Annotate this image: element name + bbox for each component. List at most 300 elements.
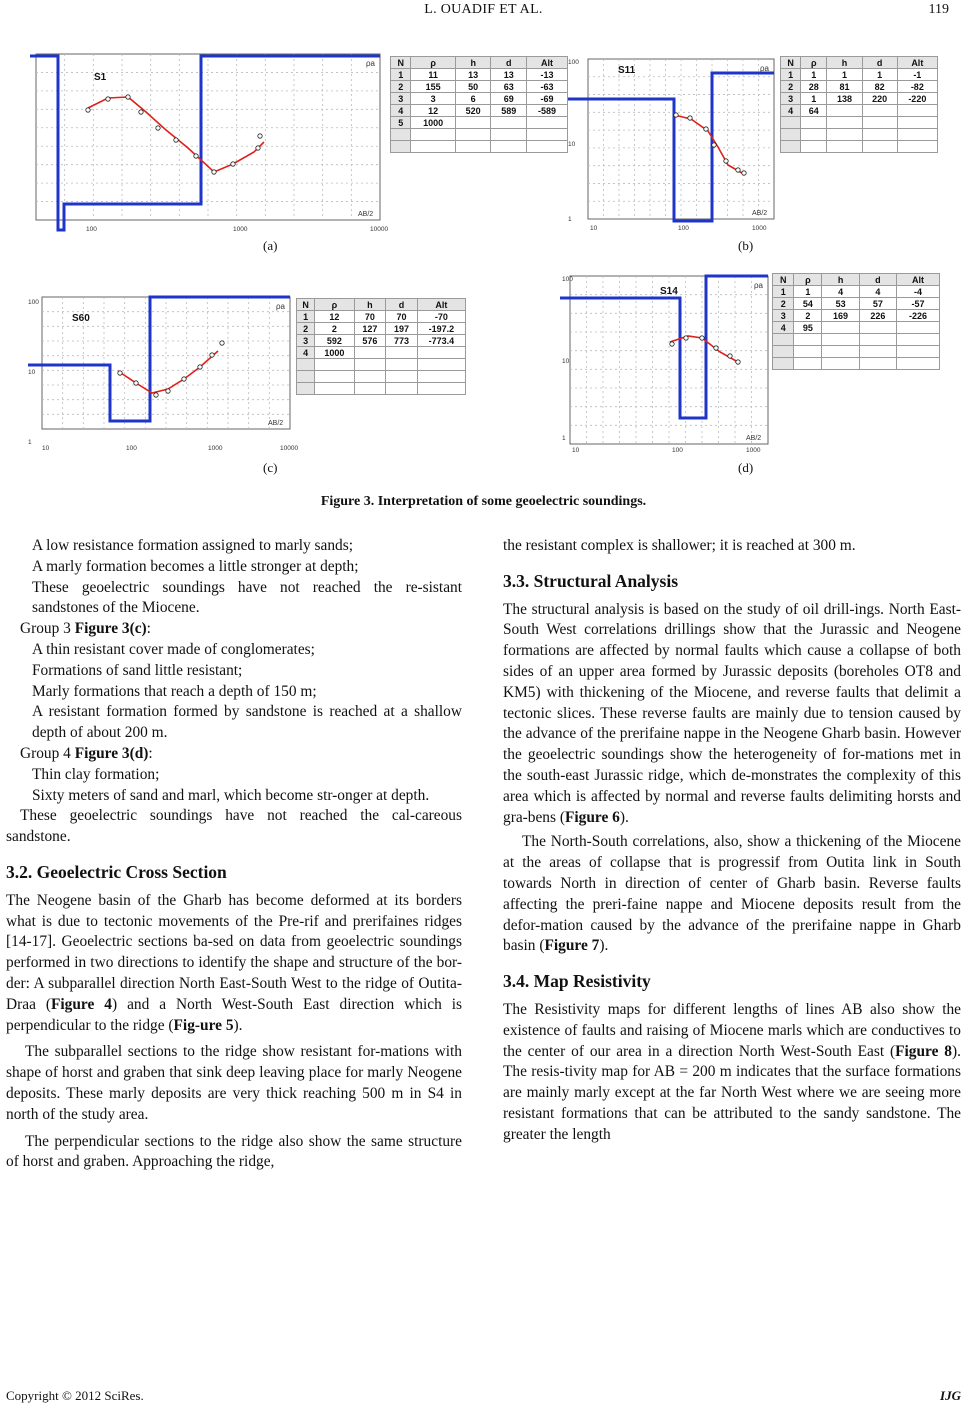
table-cell (455, 141, 491, 153)
table-cell (897, 358, 940, 370)
table-cell (827, 141, 862, 153)
sounding-name: S14 (660, 286, 678, 297)
table-cell: 53 (822, 298, 859, 310)
ab-label: AB/2 (268, 420, 284, 427)
tick-label: 1 (562, 435, 566, 442)
table-cell (781, 117, 801, 129)
sounding-name: S11 (618, 65, 636, 76)
table-cell: 12 (315, 311, 354, 323)
sounding-plot-a (28, 52, 388, 234)
table-row (781, 129, 938, 141)
data-point (704, 127, 708, 131)
table-cell (315, 359, 354, 371)
section-heading-3-3: 3.3. Structural Analysis (503, 570, 679, 591)
table-cell (859, 346, 896, 358)
tick-label: 100 (28, 299, 39, 306)
table-cell (827, 129, 862, 141)
data-point (688, 116, 692, 120)
tick-label: 1 (568, 216, 572, 223)
tick-label: 1000 (752, 225, 767, 232)
table-cell: 4 (773, 322, 794, 334)
tick-label: 100 (126, 445, 137, 452)
figure-caption: Figure 3. Interpretation of some geoelectric soundings. (320, 494, 647, 509)
table-cell (315, 371, 354, 383)
panel-label-d: (d) (738, 460, 754, 475)
table-cell (417, 371, 465, 383)
figure-panel-a (28, 52, 388, 234)
list-item: These geoelectric soundings have not reached the re-sistant sandstones of the Miocene. (32, 578, 462, 617)
table-cell: 3 (297, 335, 315, 347)
data-point (156, 126, 160, 130)
data-point (212, 170, 216, 174)
paragraph: These geoelectric soundings have not reached the cal-careous sandstone. (6, 807, 462, 846)
data-point (712, 143, 716, 147)
tick-label: 100 (568, 59, 579, 66)
table-row (297, 311, 466, 323)
tick-label: 10 (568, 141, 576, 148)
data-point (742, 171, 746, 175)
paragraph: The Resistivity maps for different lengths of lines AB also show the existence of faults and raising of Miocene marls which are conductives to the center of our area in a direction North West-South East (Figure 8). The resis-tivity map for AB = 200 m indicates that the surface formations are mainly marly except at the far North West where we are seeing more resistant formations that can be attributed to the sandy sandstone. The greater the length (503, 1000, 961, 1143)
data-point (154, 393, 158, 397)
table-cell: 1 (862, 69, 897, 81)
list-item: A low resistance formation assigned to marly sands; (32, 537, 354, 554)
table-cell: -197.2 (417, 323, 465, 335)
ab-label: AB/2 (746, 435, 762, 442)
table-cell: 773 (386, 335, 418, 347)
group-label: Group 3 (20, 620, 75, 638)
table-cell: 4 (781, 105, 801, 117)
table-header: d (862, 57, 897, 69)
group-label: Group 4 (20, 744, 75, 762)
table-header: h (822, 274, 859, 286)
section-heading-3-4: 3.4. Map Resistivity (503, 971, 651, 992)
table-cell: 226 (859, 310, 896, 322)
figure-ref[interactable]: Figure 4 (51, 995, 112, 1013)
layer-table-b (780, 56, 938, 153)
table-cell (386, 371, 418, 383)
data-point (126, 95, 130, 99)
copyright: Copyright © 2012 SciRes. (6, 1388, 144, 1403)
table-cell: -589 (527, 105, 568, 117)
table-cell (297, 359, 315, 371)
table-cell (527, 117, 568, 129)
list-item: Marly formations that reach a depth of 150 m; (32, 682, 317, 700)
table-cell (354, 359, 386, 371)
paragraph: The subparallel sections to the ridge show resistant for-mations with shape of horst and graben that sink deep leaving place for marly Neogene deposits. These marly deposits are very thick reaching 500 m in S4 in north of the study area. (6, 1043, 462, 1123)
table-row (781, 117, 938, 129)
table-cell: 4 (822, 286, 859, 298)
table-header: h (354, 299, 386, 311)
table-cell: -220 (897, 93, 937, 105)
rho-label: ρa (754, 281, 763, 290)
table-row (391, 81, 568, 93)
table-cell (822, 322, 859, 334)
table-cell (897, 117, 937, 129)
table-cell: 197 (386, 323, 418, 335)
page-number: 119 (928, 2, 949, 17)
paragraph: The perpendicular sections to the ridge also show the same structure of horst and graben. Approaching the ridge, (6, 1132, 462, 1171)
table-cell: 127 (354, 323, 386, 335)
ab-label: AB/2 (752, 210, 768, 217)
table-header: Alt (897, 57, 937, 69)
data-point (231, 162, 235, 166)
table-cell (527, 129, 568, 141)
layer-table-d (772, 273, 940, 370)
data-point (736, 360, 740, 364)
layer-table-c (296, 298, 466, 395)
tick-label: 100 (672, 447, 683, 454)
table-cell: 1 (794, 286, 822, 298)
table-cell (455, 117, 491, 129)
table-cell (391, 141, 411, 153)
table-cell: 1 (297, 311, 315, 323)
sounding-name: S1 (94, 72, 107, 83)
table-cell: 592 (315, 335, 354, 347)
data-point (256, 146, 260, 150)
table-header: Alt (527, 57, 568, 69)
table-row (773, 286, 940, 298)
table-cell: 4 (391, 105, 411, 117)
ab-label: AB/2 (358, 211, 374, 218)
list-item: A marly formation becomes a little stronger at depth; (32, 557, 359, 575)
colon: : (148, 744, 153, 762)
table-cell: 1 (781, 69, 801, 81)
table-row (391, 69, 568, 81)
table-cell (822, 334, 859, 346)
table-cell: -63 (527, 81, 568, 93)
figure-ref[interactable]: Figure 3(d) (74, 744, 149, 762)
tick-label: 10 (572, 447, 580, 454)
running-title: L. OUADIF ET AL. (424, 2, 543, 17)
data-point (174, 138, 178, 142)
table-cell: 4 (297, 347, 315, 359)
table-header: N (391, 57, 411, 69)
table-cell (386, 359, 418, 371)
paragraph: The North-South correlations, also, show a thickening of the Miocene at the areas of collapse that is progressif from Outita link in South towards North in direction of center of Gharb basin. Reverse faults affecting the preri-faine nappe and Miocene deposits result from the defor-mation caused by the advance of the prerifaine nappe in Gharb basin (Figure 7). (503, 833, 961, 955)
table-cell: 2 (297, 323, 315, 335)
table-cell (354, 347, 386, 359)
data-point (134, 381, 138, 385)
table-row (781, 69, 938, 81)
table-cell (801, 129, 827, 141)
list-item: Sixty meters of sand and marl, which become str-onger at depth. (32, 786, 430, 804)
table-cell: 82 (862, 81, 897, 93)
figure-ref[interactable]: Figure 8 (895, 1042, 953, 1060)
table-row (773, 358, 940, 370)
table-cell: 3 (773, 310, 794, 322)
table-cell: 50 (455, 81, 491, 93)
table-cell: -4 (897, 286, 940, 298)
table-row (297, 323, 466, 335)
table-cell: 54 (794, 298, 822, 310)
table-cell (897, 105, 937, 117)
tick-label: 10 (562, 358, 570, 365)
table-row (297, 347, 466, 359)
table-cell (527, 141, 568, 153)
data-point (724, 159, 728, 163)
table-cell: 6 (455, 93, 491, 105)
table-cell: 1 (391, 69, 411, 81)
data-point (728, 354, 732, 358)
paragraph: The structural analysis is based on the study of oil drill-ings. North East-South West correlations drillings show that the Jurassic and Neogene formations are affected by normal faults which cause a collapse of both sides of an upper area formed by Jurassic deposits (boreholes OT8 and KM5) with thickening of the Miocene, and reverse faults that delimit a tectonic slices. These reverse faults are mainly due to tension caused by the advance of the prerifaine nappe in the Neogene Gharb basin. However the geoelectric soundings show the heterogeneity of for-mations met in the south-east Jurassic ridge, which de-monstrates the complexity of this area which is affected by normal and reverse faults delimiting horsts and gra-bens (Figure 6). (503, 600, 961, 826)
figure-panel-d (560, 272, 770, 455)
table-cell: 1 (801, 69, 827, 81)
table-cell: 13 (455, 69, 491, 81)
table-header: d (859, 274, 896, 286)
table-header: ρ (411, 57, 455, 69)
right-column (503, 536, 961, 1146)
tick-label: 1000 (746, 447, 761, 454)
table-cell: 2 (781, 81, 801, 93)
table-cell: 13 (491, 69, 527, 81)
table-header: ρ (801, 57, 827, 69)
figure-ref[interactable]: Fig-ure 5 (173, 1016, 234, 1034)
list-item: A resistant formation formed by sandstone is reached at a shallow depth of about 200 m. (32, 703, 462, 742)
table-row (297, 371, 466, 383)
list-item: Formations of sand little resistant; (32, 661, 243, 679)
tick-label: 100 (86, 226, 97, 233)
table-cell (822, 346, 859, 358)
list-item: Thin clay formation; (32, 765, 160, 783)
table-cell: 64 (801, 105, 827, 117)
sounding-plot-b (566, 55, 776, 233)
figure-ref[interactable]: Figure 3(c) (74, 620, 147, 638)
table-cell: 69 (491, 93, 527, 105)
sounding-plot-c (28, 295, 299, 453)
table-cell (354, 371, 386, 383)
table-cell: 4 (859, 286, 896, 298)
table-cell (801, 141, 827, 153)
table-row (391, 141, 568, 153)
table-row (391, 105, 568, 117)
table-row (781, 81, 938, 93)
table-cell (897, 322, 940, 334)
rho-label: ρa (366, 59, 375, 68)
figure-ref[interactable]: Figure 7 (544, 937, 600, 955)
left-column (6, 536, 462, 1173)
table-cell: 1 (773, 286, 794, 298)
table-cell: 57 (859, 298, 896, 310)
data-point (198, 365, 202, 369)
table-cell: 576 (354, 335, 386, 347)
table-row (781, 105, 938, 117)
table-cell (862, 117, 897, 129)
table-cell: -70 (417, 311, 465, 323)
data-point (684, 336, 688, 340)
table-cell: 81 (827, 81, 862, 93)
table-row (781, 141, 938, 153)
data-point (194, 154, 198, 158)
table-cell: 1000 (411, 117, 455, 129)
table-cell (417, 347, 465, 359)
table-cell (862, 129, 897, 141)
table-cell (491, 129, 527, 141)
table-cell (859, 334, 896, 346)
table-cell (491, 117, 527, 129)
table-cell (411, 141, 455, 153)
sounding-plot-d (560, 272, 770, 455)
table-cell: 11 (411, 69, 455, 81)
list-item: A thin resistant cover made of conglomerates; (32, 640, 315, 658)
tick-label: 100 (678, 225, 689, 232)
tick-label: 1 (28, 439, 32, 446)
table-cell: -57 (897, 298, 940, 310)
figure-panel-b (566, 55, 776, 233)
tick-label: 100 (562, 276, 573, 283)
data-point (714, 346, 718, 350)
table-header: N (773, 274, 794, 286)
table-cell (417, 383, 465, 395)
group-3-heading (6, 619, 462, 640)
table-header: d (491, 57, 527, 69)
data-point (182, 377, 186, 381)
figure-ref[interactable]: Figure 6 (564, 808, 620, 826)
table-header: d (386, 299, 418, 311)
table-cell: 220 (862, 93, 897, 105)
table-header: h (827, 57, 862, 69)
table-row (297, 335, 466, 347)
table-header: ρ (315, 299, 354, 311)
table-cell (794, 358, 822, 370)
table-header: N (781, 57, 801, 69)
paragraph: the resistant complex is shallower; it is reached at 300 m. (503, 537, 856, 554)
table-cell (391, 129, 411, 141)
table-cell (897, 129, 937, 141)
data-point (86, 108, 90, 112)
table-header: N (297, 299, 315, 311)
journal-abbrev: IJG (940, 1388, 961, 1403)
figure-panel-c (28, 295, 299, 453)
table-cell (794, 346, 822, 358)
data-point (258, 134, 262, 138)
table-row (297, 359, 466, 371)
table-cell (297, 371, 315, 383)
table-header: h (455, 57, 491, 69)
table-cell: -1 (897, 69, 937, 81)
table-cell (827, 105, 862, 117)
table-cell (773, 346, 794, 358)
data-point (210, 353, 214, 357)
tick-label: 10 (590, 225, 598, 232)
table-cell: 3 (781, 93, 801, 105)
table-cell: 70 (386, 311, 418, 323)
table-cell (315, 383, 354, 395)
table-cell (417, 359, 465, 371)
table-cell (897, 346, 940, 358)
layer-table-a (390, 56, 568, 153)
data-point (106, 97, 110, 101)
table-row (391, 93, 568, 105)
table-cell (862, 141, 897, 153)
table-cell: 169 (822, 310, 859, 322)
table-cell (801, 117, 827, 129)
paragraph: The Neogene basin of the Gharb has become deformed at its borders what is due to tectonic movements of the Pre-rif and prerifaines ridges [14-17]. Geoelectric sections ba-sed on data from geoelectric soundings performed in two directions to identify the shape and structure of the bor-der: A subparallel direction North East-South West to the ridge of Outita-Draa (Figure 4) and a North West-South East direction which is perpendicular to the ridge (Fig-ure 5). (6, 891, 463, 1034)
table-header: Alt (417, 299, 465, 311)
table-row (781, 93, 938, 105)
table-row (297, 383, 466, 395)
table-cell (862, 105, 897, 117)
table-header: ρ (794, 274, 822, 286)
panel-label-a: (a) (263, 238, 278, 253)
table-cell: 2 (773, 298, 794, 310)
table-cell (773, 358, 794, 370)
group-4-heading (6, 744, 462, 765)
table-cell: -13 (527, 69, 568, 81)
table-cell: 1 (827, 69, 862, 81)
table-cell: 155 (411, 81, 455, 93)
table-cell (822, 358, 859, 370)
rho-label: ρa (760, 64, 769, 73)
table-cell: -82 (897, 81, 937, 93)
data-point (166, 389, 170, 393)
table-row (773, 310, 940, 322)
table-cell: 2 (794, 310, 822, 322)
table-cell (827, 117, 862, 129)
tick-label: 1000 (208, 445, 223, 452)
table-cell: 589 (491, 105, 527, 117)
table-cell: 2 (391, 81, 411, 93)
table-cell (773, 334, 794, 346)
table-row (391, 129, 568, 141)
data-point (736, 168, 740, 172)
table-cell (354, 383, 386, 395)
table-row (773, 346, 940, 358)
tick-label: 10000 (370, 226, 389, 233)
table-cell (897, 334, 940, 346)
table-cell: 1000 (315, 347, 354, 359)
table-cell: 28 (801, 81, 827, 93)
data-point (670, 342, 674, 346)
table-cell (386, 347, 418, 359)
rho-label: ρa (276, 302, 285, 311)
table-header: Alt (897, 274, 940, 286)
table-cell: 12 (411, 105, 455, 117)
tick-label: 10 (28, 369, 36, 376)
table-cell: 3 (391, 93, 411, 105)
data-point (118, 371, 122, 375)
table-cell (781, 129, 801, 141)
table-cell: 63 (491, 81, 527, 93)
data-point (139, 110, 143, 114)
colon: : (146, 620, 151, 638)
table-cell: 2 (315, 323, 354, 335)
table-cell (411, 129, 455, 141)
table-cell (386, 383, 418, 395)
section-heading-3-2: 3.2. Geoelectric Cross Section (6, 861, 227, 882)
table-row (391, 117, 568, 129)
data-point (220, 341, 224, 345)
table-cell: -773.4 (417, 335, 465, 347)
table-cell: 520 (455, 105, 491, 117)
table-cell: 5 (391, 117, 411, 129)
table-cell (794, 334, 822, 346)
table-cell: 1 (801, 93, 827, 105)
table-cell (859, 358, 896, 370)
panel-label-c: (c) (263, 460, 278, 475)
table-row (773, 322, 940, 334)
table-cell: -226 (897, 310, 940, 322)
table-cell: 95 (794, 322, 822, 334)
table-cell (781, 141, 801, 153)
tick-label: 10000 (280, 445, 299, 452)
sounding-name: S60 (72, 313, 90, 324)
data-point (700, 336, 704, 340)
table-cell (491, 141, 527, 153)
data-point (674, 113, 678, 117)
table-row (773, 334, 940, 346)
table-cell (897, 141, 937, 153)
table-cell: -69 (527, 93, 568, 105)
